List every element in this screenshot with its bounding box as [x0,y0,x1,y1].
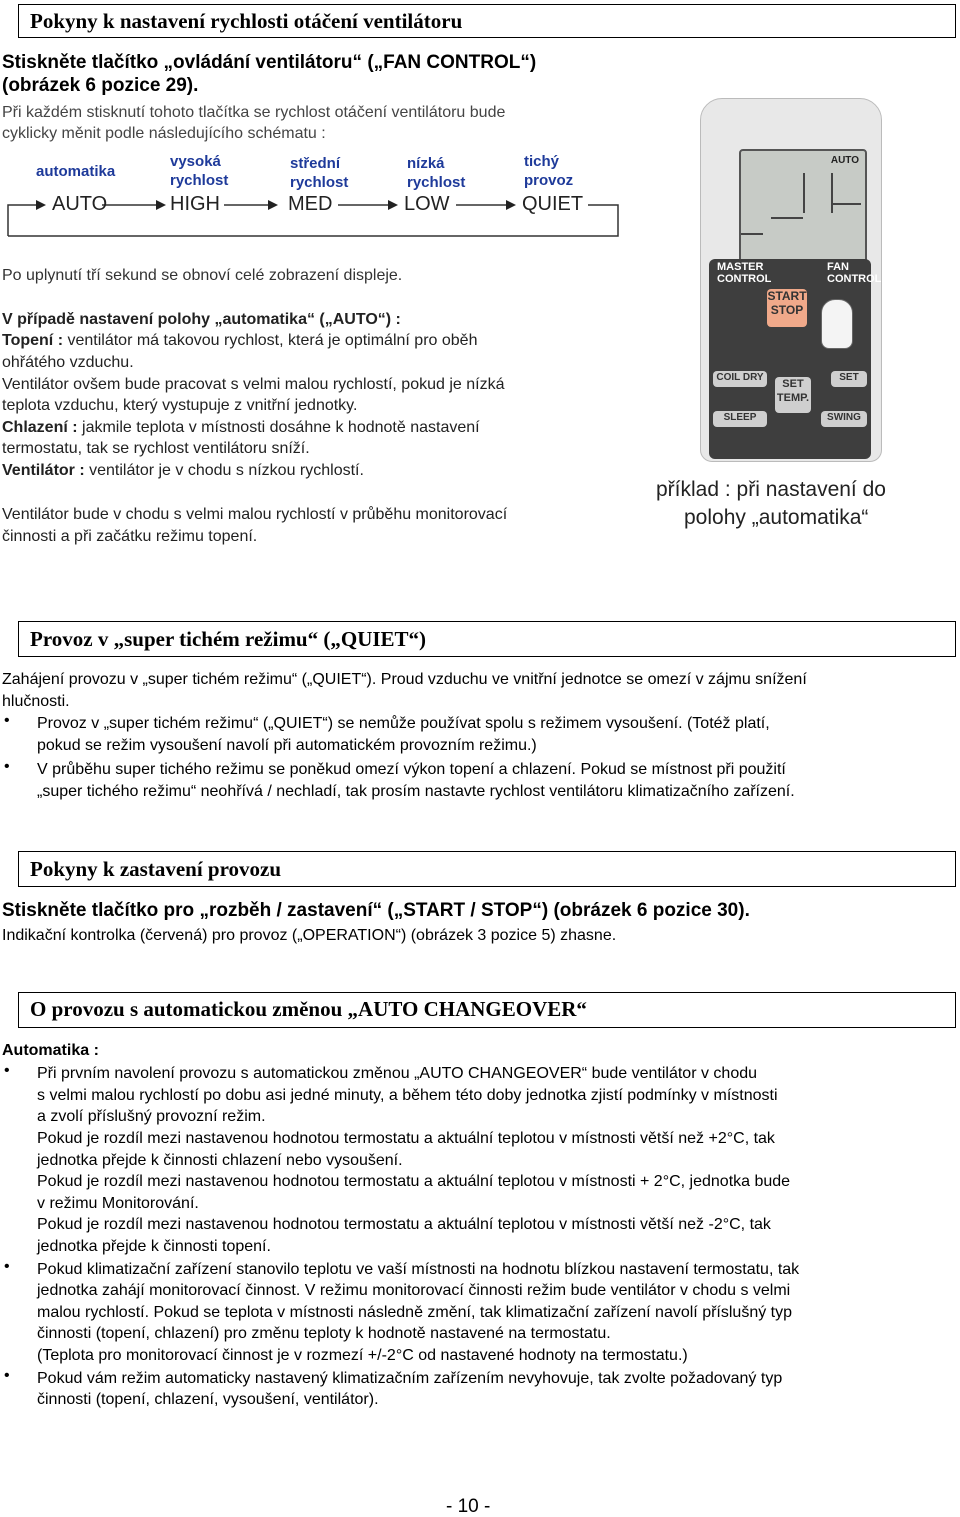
set-temp-button[interactable]: SET TEMP. [775,377,811,413]
pointing-hand-icon [821,299,853,349]
paragraph-line: termostatu, tak se rychlost ventilátoru sníží. [2,440,310,457]
bullet-text: Pokud je rozdíl mezi nastavenou hodnotou termostatu a aktuální teplotou v místnosti + 2°C, jednotka bude [37,1173,791,1190]
mode-high: HIGH [170,193,220,215]
bullet-text: „super tichého režimu“ neohřívá / nechladí, tak prosím nastavte rychlost ventilátoru klimatizačního zařízení. [37,783,795,800]
master-control-label: MASTER CONTROL [717,261,772,285]
display-segment [833,203,861,205]
instruction-line: Stiskněte tlačítko pro „rozběh / zastavení“ („START / STOP“) (obrázek 6 pozice 30). [2,900,750,921]
bullet-marker: • [4,1258,10,1275]
paragraph-line: Topení : ventilátor má takovou rychlost, která je optimální pro oběh [2,332,478,349]
sleep-button[interactable]: SLEEP [713,411,767,427]
set-button[interactable]: SET [831,371,867,387]
bullet-marker: • [4,1367,10,1384]
mode-low: LOW [404,193,450,215]
bullet-text: činnosti (topení, chlazení, vysoušení, ventilátor). [37,1391,379,1408]
page-number: - 10 - [446,1496,491,1517]
figure-caption: polohy „automatika“ [684,506,869,529]
remote-control-illustration [700,98,882,462]
paragraph-line: Ventilátor ovšem bude pracovat s velmi malou rychlostí, pokud je nízká [2,376,505,393]
bullet-text: jednotka zahájí monitorovací činnost. V režimu monitorovací činnosti režim bude ventilátor v chodu s velmi [37,1282,791,1299]
fan-speed-diagram [6,148,622,238]
bullet-text: malou rychlostí. Pokud se teplota v místnosti následně změní, tak klimatizační zařízení navolí příslušný typ [37,1304,793,1321]
swing-button[interactable]: SWING [821,411,867,427]
paragraph-line: hlučnosti. [2,693,70,710]
remote-button-panel [709,259,882,459]
bullet-text: s velmi malou rychlostí po dobu asi jedné minuty, a během této doby jednotka zjistí podmínky v místnosti [37,1087,778,1104]
bullet-text: činnosti (topení, chlazení) pro změnu teploty k hodnotě nastavené na termostatu. [37,1325,611,1342]
subheading: Automatika : [2,1042,99,1059]
paragraph-line: činnosti a při začátku režimu topení. [2,528,258,545]
bullet-marker: • [4,758,10,775]
instruction-line: Stiskněte tlačítko „ovládání ventilátoru“ („FAN CONTROL“) [2,52,537,73]
fan-control-label: FAN CONTROL [827,261,882,285]
paragraph-line: Chlazení : jakmile teplota v místnosti dosáhne k hodnotě nastavení [2,419,480,436]
speed-label-med: střední rychlost [290,155,349,191]
bullet-text: Pokud je rozdíl mezi nastavenou hodnotou termostatu a aktuální teplotou v místnosti větší než +2°C, tak [37,1130,775,1147]
paragraph-line: cyklicky měnit podle následujícího schématu : [2,125,326,142]
bullet-text: pokud se režim vysoušení navolí při automatickém provozním režimu.) [37,737,537,754]
bullet-text: Pokud vám režim automaticky nastavený klimatizačním zařízením nevyhovuje, tak zvolte požadovaný typ [37,1370,783,1387]
paragraph-line: Při každém stisknutí tohoto tlačítka se rychlost otáčení ventilátoru bude [2,104,506,121]
bullet-text: V průběhu super tichého režimu se poněkud omezí výkon topení a chlazení. Pokud se místnost při použití [37,761,786,778]
coil-dry-button[interactable]: COIL DRY [713,371,767,387]
section-title-stop: Pokyny k zastavení provozu [30,857,282,881]
bullet-text: v režimu Monitorování. [37,1195,199,1212]
display-segment [771,217,803,219]
bullet-text: Pokud je rozdíl mezi nastavenou hodnotou termostatu a aktuální teplotou v místnosti větší než -2°C, tak [37,1216,771,1233]
bullet-text: Pokud klimatizační zařízení stanovilo teplotu ve vaší místnosti na hodnotu blízkou nastavení termostatu, tak [37,1261,800,1278]
bullet-text: jednotka přejde k činnosti topení. [37,1238,271,1255]
figure-caption: příklad : při nastavení do [656,478,886,501]
paragraph-line: teplota vzduchu, který vystupuje z vnitřní jednotky. [2,397,358,414]
display-segment [741,233,763,235]
paragraph-line: Indikační kontrolka (červená) pro provoz („OPERATION“) (obrázek 3 pozice 5) zhasne. [2,927,617,944]
speed-label-quiet: tichý provoz [524,153,574,189]
speed-label-auto: automatika [36,163,116,180]
mode-quiet: QUIET [522,193,584,215]
bullet-marker: • [4,1062,10,1079]
instruction-line: (obrázek 6 pozice 29). [2,75,199,96]
section-title-auto-changeover: O provozu s automatickou změnou „AUTO CHANGEOVER“ [30,997,587,1021]
display-segment [803,173,805,213]
section-title-fan-speed: Pokyny k nastavení rychlosti otáčení ventilátoru [30,9,463,33]
bullet-text: a zvolí příslušný provozní režim. [37,1108,266,1125]
paragraph-line: ohřátého vzduchu. [2,354,134,371]
bullet-text: jednotka přejde k činnosti chlazení nebo vysoušení. [37,1152,403,1169]
mode-med: MED [288,193,333,215]
bullet-text: Při prvním navolení provozu s automatickou změnou „AUTO CHANGEOVER“ bude ventilátor v chodu [37,1065,758,1082]
section-title-quiet: Provoz v „super tichém režimu“ („QUIET“) [30,627,427,651]
paragraph-line: Ventilátor : ventilátor je v chodu s nízkou rychlostí. [2,462,364,479]
paragraph-line: Zahájení provozu v „super tichém režimu“ („QUIET“). Proud vzduchu ve vnitřní jednotce se omezí v zájmu snížení [2,671,807,688]
mode-auto: AUTO [52,193,108,215]
speed-label-low: nízká rychlost [407,155,466,191]
bullet-marker: • [4,712,10,729]
bullet-text: Provoz v „super tichém režimu“ („QUIET“) se nemůže používat spolu s režimem vysoušení. (Totéž platí, [37,715,770,732]
paragraph-line: V případě nastavení polohy „automatika“ („AUTO“) : [2,311,401,328]
auto-indicator: AUTO [830,155,859,166]
paragraph-line: Po uplynutí tří sekund se obnoví celé zobrazení displeje. [2,267,403,284]
bullet-text: (Teplota pro monitorovací činnost je v rozmezí +/-2°C od nastavené hodnoty na termostatu.) [37,1347,688,1364]
paragraph-line: Ventilátor bude v chodu s velmi malou rychlostí v průběhu monitorovací [2,506,508,523]
display-segment [831,173,833,213]
speed-label-high: vysoká rychlost [170,153,229,189]
start-stop-button[interactable]: START STOP [767,289,807,327]
